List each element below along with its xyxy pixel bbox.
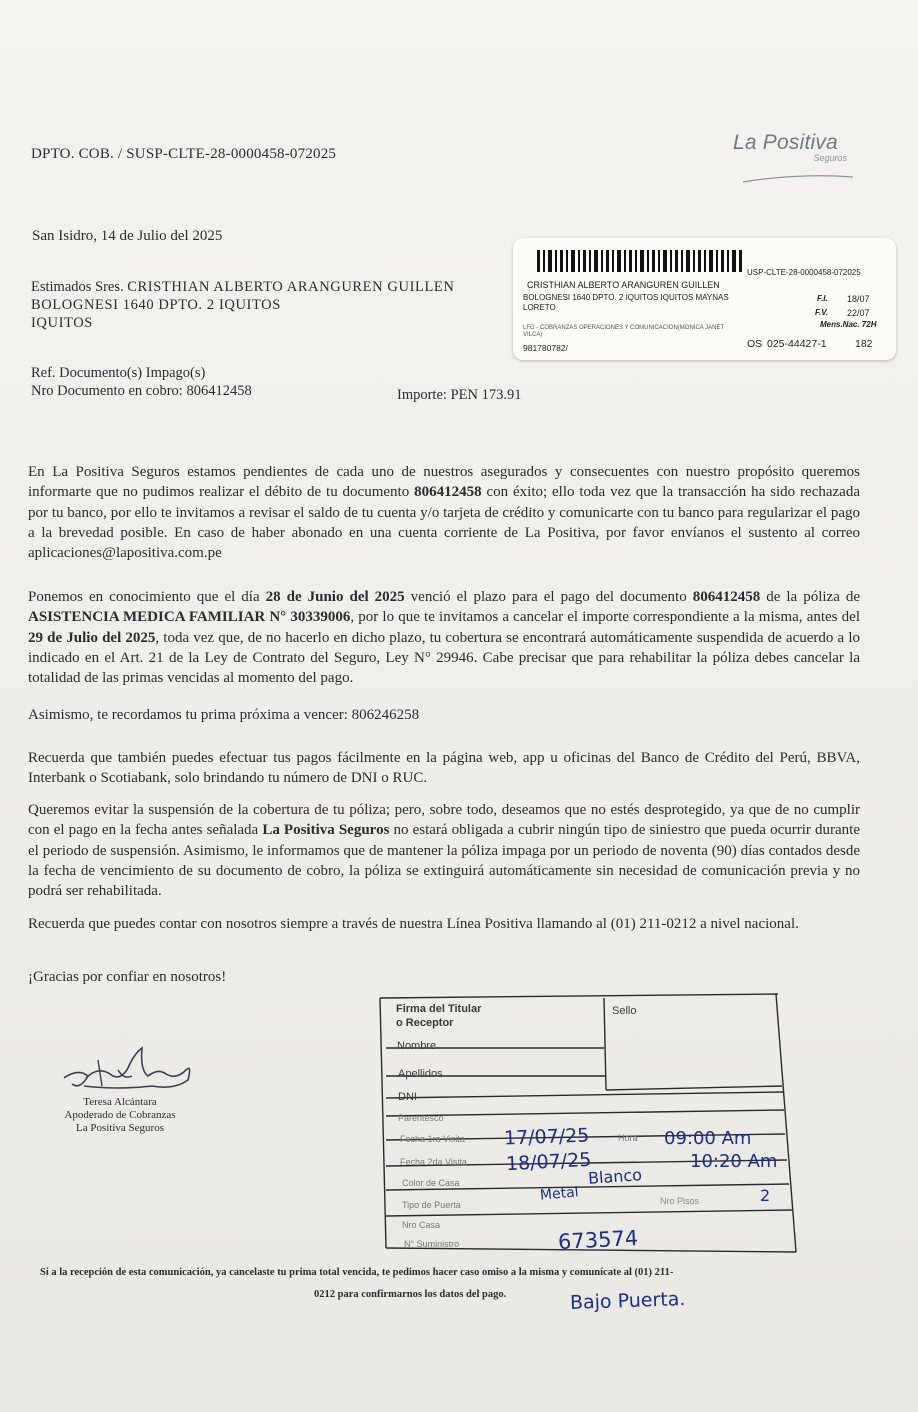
form-label-visita1: Fecha 1ra Visita (400, 1134, 465, 1144)
form-label-receptor: o Receptor (396, 1017, 454, 1029)
label-region: LORETO (523, 303, 556, 312)
label-sender-line2: VILCA) (523, 332, 543, 338)
label-fv-label: F.V. (815, 308, 829, 317)
hw-visit2-time: 10:20 Am (690, 1151, 778, 1172)
label-name: CRISTHIAN ALBERTO ARANGUREN GUILLEN (527, 280, 720, 290)
paragraph-1: En La Positiva Seguros estamos pendientes de cada uno de nuestros asegurados y consecuentes con nuestro propósito queremos informarte que no pudimos realizar el débito de tu documento 806412458 con éxito; ello toda vez que la transacción ha sido rechazada por tu banco, por ello te invitamos a revisar el saldo de tu cuenta y/o tarjeta de crédito y comunicarte con tu banco para regularizar el pago a la brevedad posible. En caso de haber abonado en una cuenta corriente de La Positiva, por favor envíanos el sustento al correo aplicaciones@lapositiva.com.pe (28, 464, 860, 562)
reference-block (31, 364, 252, 400)
form-label-visita2: Fecha 2da Visita (400, 1157, 467, 1167)
salutation: Estimados Sres. (31, 279, 124, 295)
signatory-name: Teresa Alcántara (83, 1096, 157, 1108)
barcode-icon (537, 250, 747, 272)
form-label-dni: DNI (398, 1091, 417, 1103)
label-os-label: OS (747, 338, 763, 350)
p2-due-date: 28 de Junio del 2025 (265, 589, 405, 605)
label-fi-value: 18/07 (847, 294, 870, 304)
reference-line: Ref. Documento(s) Impago(s) (31, 365, 206, 381)
recipient-block (31, 278, 454, 332)
recipient-name: CRISTHIAN ALBERTO ARANGUREN GUILLEN (127, 279, 455, 295)
hw-house-color: Blanco (587, 1165, 643, 1188)
amount-label: Importe: (397, 387, 447, 403)
doc-number-label: Nro Documento en cobro: (31, 383, 183, 399)
label-count: 182 (855, 338, 873, 350)
form-label-firma: Firma del Titular (396, 1003, 482, 1015)
label-phone: 981780782/ (523, 343, 568, 353)
doc-number: 806412458 (186, 383, 252, 399)
company-logo (733, 131, 853, 163)
label-fv-value: 22/07 (847, 308, 870, 318)
form-label-pisos: Nro Pisos (660, 1196, 700, 1206)
label-fi-label: F.I. (817, 294, 828, 303)
form-label-casa: Color de Casa (402, 1178, 460, 1188)
form-label-nombre: Nombre (397, 1040, 437, 1052)
p2-doc-number: 806412458 (692, 589, 761, 605)
paragraph-4: Recuerda que también puedes efectuar tus pagos fácilmente en la página web, app u oficinas del Banco de Crédito del Perú, BBVA, Interbank o Scotiabank, solo brindando tu número de DNI o RUC. (28, 750, 860, 787)
amount-block (397, 387, 521, 404)
p1-doc-number: 806412458 (414, 484, 482, 501)
recipient-city: IQUITOS (31, 315, 93, 331)
hw-door-type: Metal (539, 1184, 580, 1204)
footer-note (38, 1262, 858, 1306)
signatory-block (40, 1096, 200, 1135)
hw-floors: 2 (760, 1186, 771, 1205)
recipient-address: BOLOGNESI 1640 DPTO. 2 IQUITOS (31, 297, 281, 313)
form-label-puerta: Tipo de Puerta (402, 1200, 461, 1210)
signatory-company: La Positiva Seguros (76, 1122, 164, 1134)
thanks-line: ¡Gracias por confiar en nosotros! (28, 969, 227, 985)
form-label-parentesco: Parentesco (398, 1113, 444, 1123)
footer-line2: 0212 para confirmarnos los datos del pago. (314, 1289, 507, 1300)
hw-visit1-time: 09:00 Am (664, 1128, 752, 1149)
form-label-hora: Hora (618, 1133, 638, 1143)
letter-date: San Isidro, 14 de Julio del 2025 (32, 228, 223, 244)
hw-note: Bajo Puerta. (569, 1287, 686, 1315)
paragraph-6: Recuerda que puedes contar con nosotros siempre a través de nuestra Línea Positiva llamando al (01) 211-0212 a nivel nacional. (28, 916, 799, 932)
footer-line1: Si a la recepción de esta comunicación, ya cancelaste tu prima total vencida, te pedimos hacer caso omiso a la misma y comunícate al (01) 211- (40, 1267, 674, 1278)
p2-deadline: 29 de Julio del 2025 (28, 629, 156, 646)
p5-company: La Positiva Seguros (262, 822, 390, 839)
form-label-suministro: N° Suministro (404, 1239, 460, 1249)
label-tracking: USP-CLTE-28-0000458-072025 (747, 268, 861, 277)
label-address: BOLOGNESI 1640 DPTO. 2 IQUITOS IQUITOS MAYNAS (523, 293, 729, 302)
logo-subtext: Seguros (813, 153, 847, 163)
amount-value: PEN 173.91 (450, 387, 522, 403)
form-label-apellidos: Apellidos (398, 1068, 443, 1080)
shipping-label (513, 238, 896, 360)
hw-visit1-date: 17/07/25 (503, 1124, 590, 1150)
paragraph-3: Asimismo, te recordamos tu prima próxima a vencer: 806246258 (28, 707, 420, 723)
p2-policy: ASISTENCIA MEDICA FAMILIAR N° 30339006 (28, 609, 351, 626)
logo-swoosh-icon (743, 173, 853, 185)
signatory-title: Apoderado de Cobranzas (64, 1109, 176, 1121)
handwritten-signature-icon (58, 1040, 198, 1100)
form-label-nro-casa: Nro Casa (402, 1220, 441, 1230)
document-reference-code: DPTO. COB. / SUSP-CLTE-28-0000458-072025 (31, 146, 337, 162)
label-os-number: 025-44427-1 (767, 338, 827, 350)
p3-doc-number: 806246258 (351, 707, 420, 723)
label-service: Mens.Nac. 72H (820, 320, 877, 329)
label-sender-line1: LFG - COBRANZAS OPERACIONES Y COMUNICACION(MONICA JANET (523, 325, 725, 331)
hw-supply-number: 673574 (557, 1225, 639, 1255)
hw-visit2-date: 18/07/25 (505, 1148, 592, 1176)
paragraph-5: Queremos evitar la suspensión de la cobertura de tu póliza; pero, sobre todo, deseamos que no estés desprotegido, ya que de no cumplir con el pago en la fecha antes señalada La Positiva Seguros no estará obligada a cubrir ningún tipo de siniestro que pueda ocurrir durante el periodo de suspensión. Asimismo, le informamos que de mantener la póliza impaga por un periodo de noventa (90) días contados desde la fecha de vencimiento de su documento de cobro, la póliza se extinguirá automáticamente sin necesidad de comunicación previa y no podrá ser rehabilitada. (28, 802, 860, 900)
logo-text: La Positiva (733, 131, 838, 154)
paragraph-2: Ponemos en conocimiento que el día 28 de Junio del 2025 venció el plazo para el pago del documento 806412458 de la póliza de ASISTENCIA MEDICA FAMILIAR N° 30339006, por lo que te invitamos a cancelar el importe correspondiente a la misma, antes del 29 de Julio del 2025, toda vez que, de no hacerlo en dicho plazo, tu cobertura se encontrará automáticamente suspendida de acuerdo a lo indicado en el Art. 21 de la Ley de Contrato del Seguro, Ley N° 29946. Cabe precisar que para rehabilitar la póliza debes cancelar la totalidad de las primas vencidas al momento del pago. (28, 589, 861, 687)
form-label-sello: Sello (612, 1005, 637, 1017)
